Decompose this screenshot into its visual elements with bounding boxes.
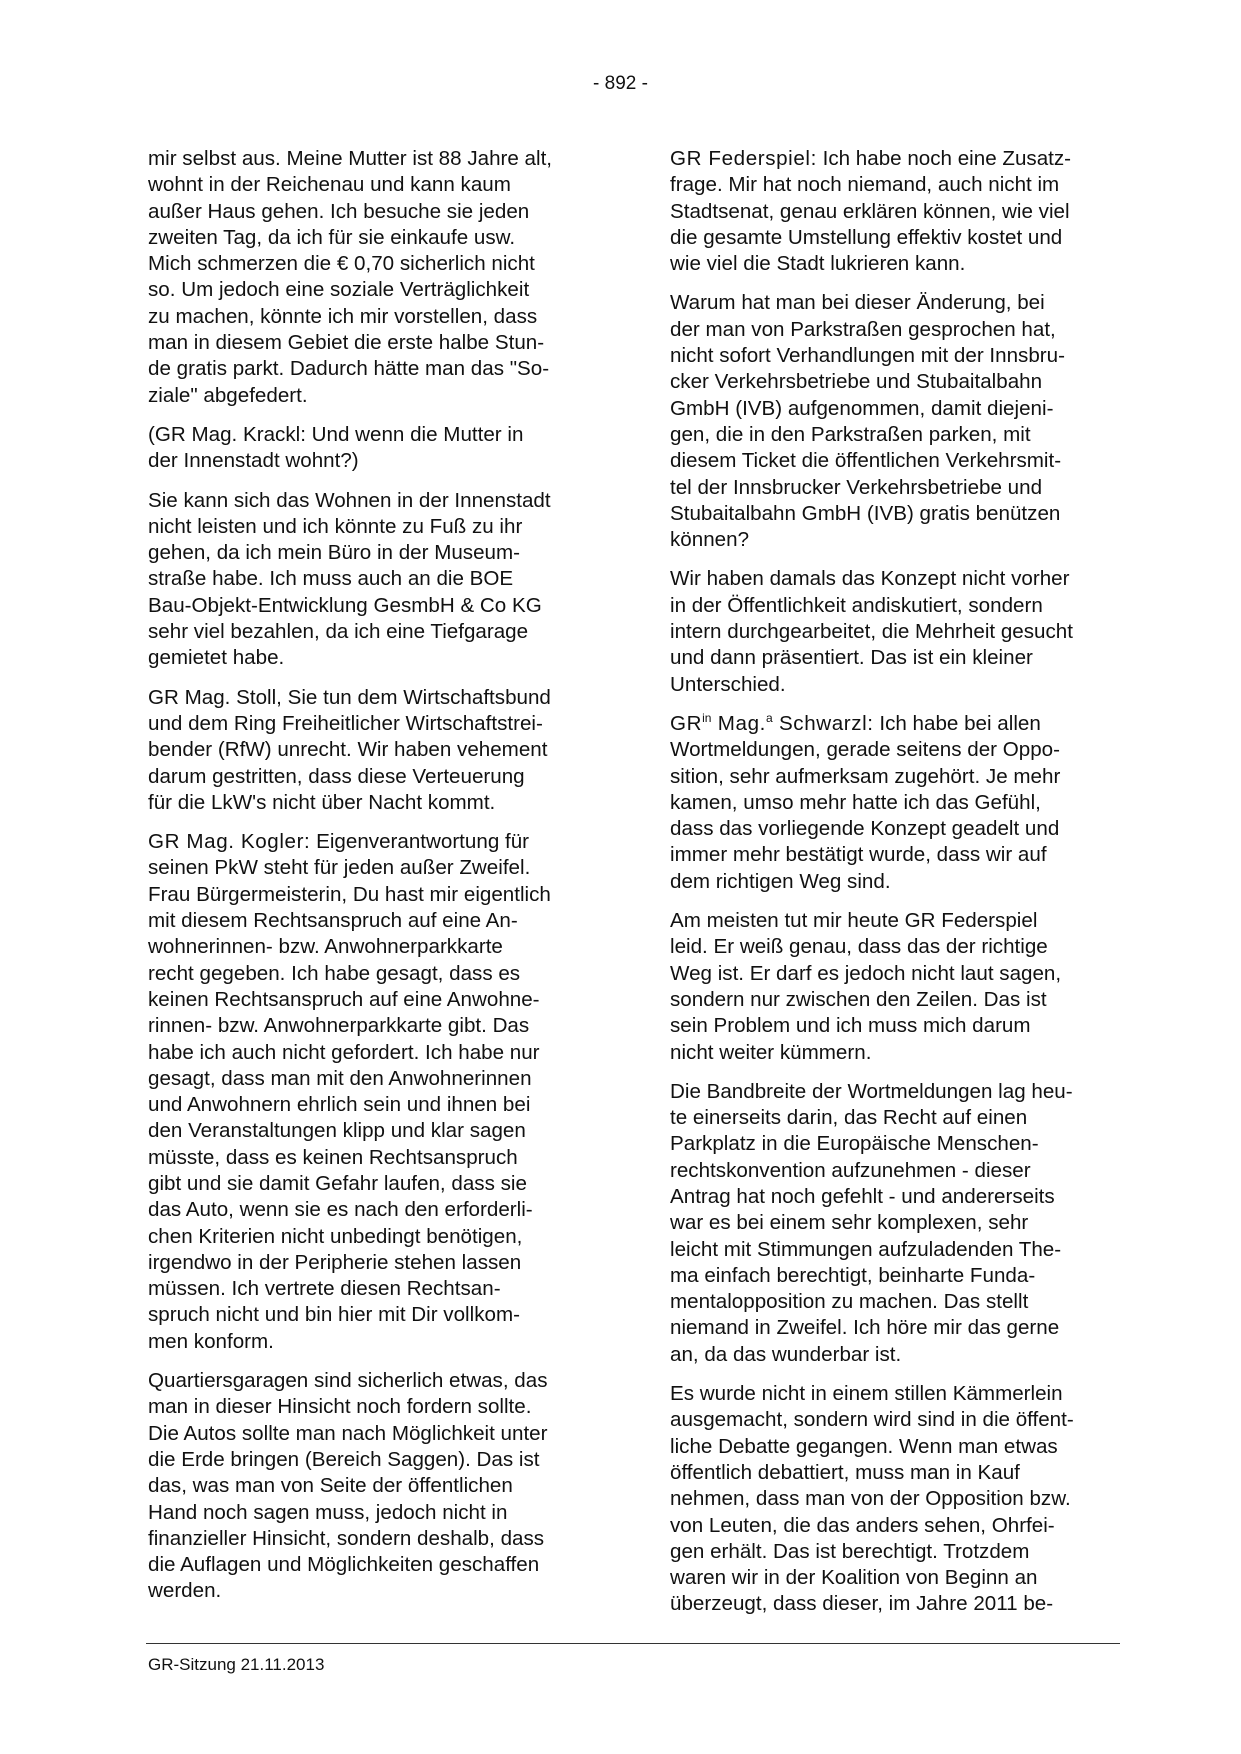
paragraph-3: Wir haben damals das Konzept nicht vorher in der Öffentlichkeit andiskutiert, sondern intern durchgearbeitet, die Mehrheit gesucht und dann präsentiert. Das ist ein kleiner Unterschied. — [670, 567, 1073, 696]
speaker-mag: Mag. — [711, 711, 766, 735]
paragraph-6: Quartiersgaragen sind sicherlich etwas, das man in dieser Hinsicht noch fordern sollte. Die Autos sollte man nach Möglichkeit unter die Erde bringen (Bereich Saggen). Das ist das, was man von Seite der öffentlichen Hand noch sagen muss, jedoch nicht in finanzieller Hinsicht, sondern deshalb, dass die Auflagen und Möglichkeiten geschaffen werden. — [148, 1369, 548, 1603]
paragraph-5: Am meisten tut mir heute GR Federspiel leid. Er weiß genau, dass das der richtige Weg ist. Er darf es jedoch nicht laut sagen, sondern nur zwischen den Zeilen. Das ist sein Problem und ich muss mich darum nicht weiter kümmern. — [670, 909, 1062, 1064]
footer-session-date: GR-Sitzung 21.11.2013 — [148, 1655, 325, 1674]
paragraph-4: GR Mag. Stoll, Sie tun dem Wirtschaftsbund und dem Ring Freiheitlicher Wirtschaftstrei- bender (RfW) unrecht. Wir haben vehement darum gestritten, dass diese Verteuerung für die LkW's nicht über Nacht kommt. — [148, 685, 551, 814]
speech-text: Ich habe bei allen Wortmeldungen, gerade seitens der Oppo- sition, sehr aufmerksam zugehört. Je mehr kamen, umso mehr hatte ich das Gefühl, dass das vorliegende Konzept geadelt und immer mehr bestätigt wurde, dass wir auf dem richtigen Weg sind. — [670, 711, 1061, 893]
paragraph-schwarzl — [670, 711, 1122, 895]
paragraph-3: Sie kann sich das Wohnen in der Innenstadt nicht leisten und ich könnte zu Fuß zu ihr gehen, da ich mein Büro in der Museum- straße habe. Ich muss auch an die BOE Bau-Objekt-Entwicklung GesmbH & Co KG sehr viel bezahlen, da ich eine Tiefgarage gemietet habe. — [148, 488, 551, 670]
page-number: - 892 - — [593, 73, 648, 94]
footer-divider — [146, 1643, 1120, 1644]
interjection-krackl: (GR Mag. Krackl: Und wenn die Mutter in der Innenstadt wohnt?) — [148, 422, 524, 473]
paragraph-1: mir selbst aus. Meine Mutter ist 88 Jahre alt, wohnt in der Reichenau und kann kaum außer Haus gehen. Ich besuche sie jeden zweiten Tag, da ich für sie einkaufe usw. Mich schmerzen die € 0,70 sicherlich nicht so. Um jedoch eine soziale Verträglichkeit zu machen, könnte ich mir vorstellen, dass man in diesem Gebiet die erste halbe Stun- de gratis parkt. Dadurch hätte man das "So- ziale" abgefedert. — [148, 147, 553, 407]
speaker-name: Schwarzl: — [772, 711, 874, 735]
speaker-title: GR — [670, 711, 703, 735]
speaker-suffix-in: in — [702, 710, 712, 725]
speaker-name: GR Federspiel: — [670, 147, 817, 170]
speech-text: Ich habe noch eine Zusatz- frage. Mir hat noch niemand, auch nicht im Stadtsenat, genau erklären können, wie viel die gesamte Umstellung effektiv kostet und wie viel die Stadt lukrieren kann. — [670, 147, 1072, 276]
speaker-suffix-a: a — [765, 710, 773, 725]
paragraph-kogler — [148, 829, 600, 1355]
speech-text: Eigenverantwortung für seinen PkW steht für jeden außer Zweifel. Frau Bürgermeisterin, Du hast mir eigentlich mit diesem Rechtsanspruch auf eine An- wohnerinnen- bzw. Anwohnerparkkarte recht gegeben. Ich habe gesagt, dass es keinen Rechtsanspruch auf eine Anwohne- rinnen- bzw. Anwohnerparkkarte gibt. Das habe ich auch nicht gefordert. Ich habe nur gesagt, dass man mit den Anwohnerinnen und Anwohnern ehrlich sein und ihnen bei den Veranstaltungen klipp und klar sagen müsste, dass es keinen Rechtsanspruch gibt und sie damit Gefahr laufen, dass sie das Auto, wenn sie es nach den erforderli- chen Kriterien nicht unbedingt benötigen, irgendwo in der Peripherie stehen lassen müssen. Ich vertrete diesen Rechtsan- spruch nicht und bin hier mit Dir vollkom- men konform. — [148, 830, 551, 1353]
right-column — [670, 146, 1122, 1631]
speaker-name: GR Mag. Kogler: — [148, 830, 311, 854]
paragraph-federspiel — [670, 146, 1122, 277]
paragraph-6: Die Bandbreite der Wortmeldungen lag heu- te einerseits darin, das Recht auf einen Parkplatz in die Europäische Menschen- rechtskonvention aufzunehmen - dieser Antrag hat noch gefehlt - und andererseits war es bei einem sehr komplexen, sehr leicht mit Stimmungen aufzuladenden The- ma einfach berechtigt, beinharte Funda- mentalopposition zu machen. Das stellt niemand in Zweifel. Ich höre mir das gerne an, da das wunderbar ist. — [670, 1079, 1073, 1366]
left-column — [148, 146, 600, 1618]
paragraph-2: Warum hat man bei dieser Änderung, bei der man von Parkstraßen gesprochen hat, nicht sofort Verhandlungen mit der Innsbru- cker Verkehrsbetriebe und Stubaitalbahn GmbH (IVB) aufgenommen, damit diejeni- gen, die in den Parkstraßen parken, mit diesem Ticket die öffentlichen Verkehrsmit- tel der Innsbrucker Verkehrsbetriebe und Stubaitalbahn GmbH (IVB) gratis benützen können? — [670, 291, 1065, 552]
paragraph-7: Es wurde nicht in einem stillen Kämmerlein ausgemacht, sondern wird sind in die öffent- liche Debatte gegangen. Wenn man etwas öffentlich debattiert, muss man in Kauf nehmen, dass man von der Opposition bzw. von Leuten, die das anders sehen, Ohrfei- gen erhält. Das ist berechtigt. Trotzdem waren wir in der Koalition von Beginn an überzeugt, dass dieser, im Jahre 2011 be- — [670, 1382, 1074, 1616]
